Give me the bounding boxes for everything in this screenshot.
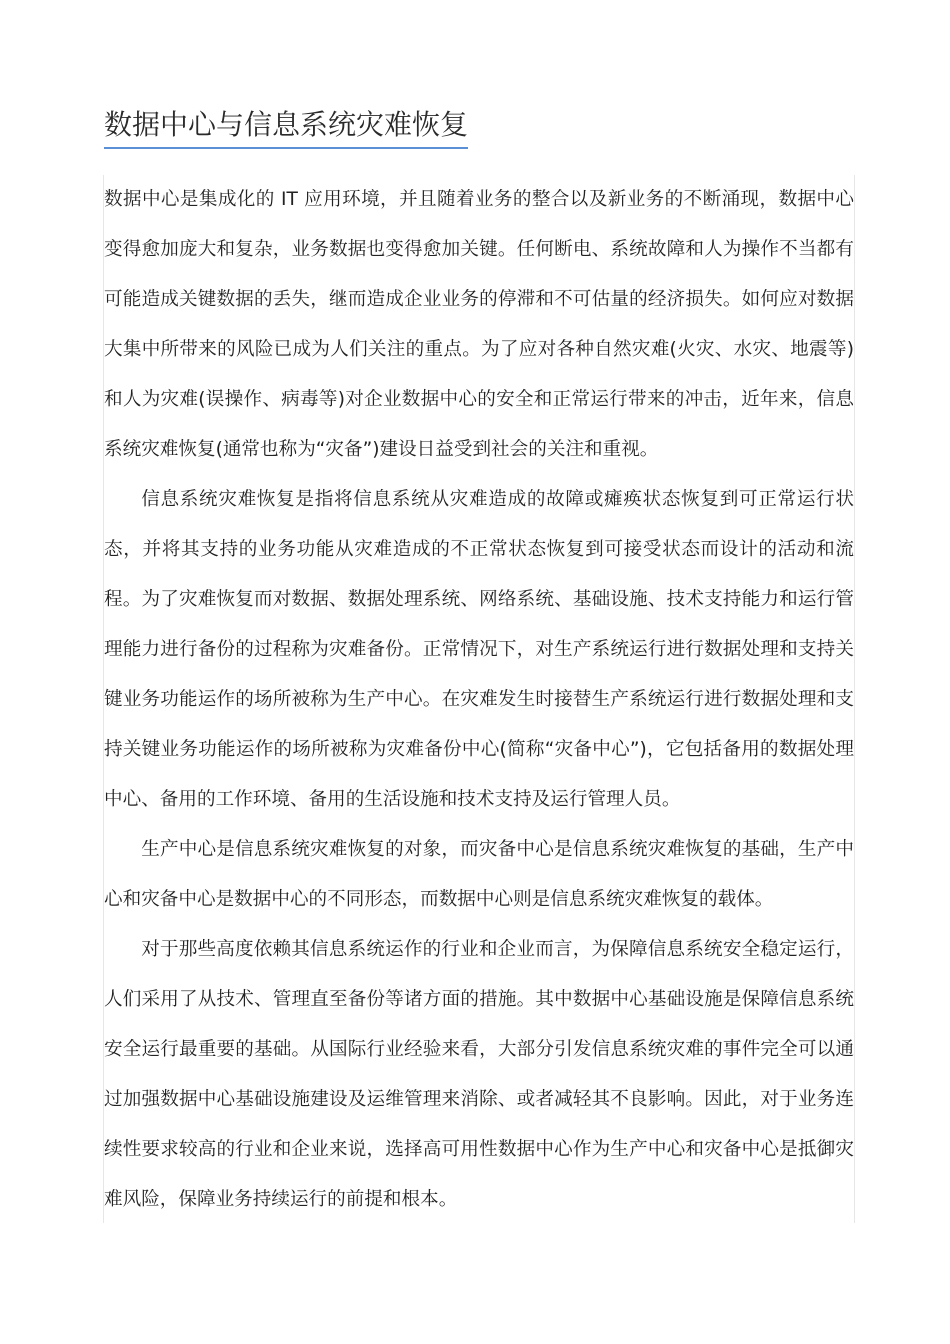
title-block xyxy=(104,106,468,149)
paragraph-1: 数据中心是集成化的 IT 应用环境，并且随着业务的整合以及新业务的不断涌现，数据中心变得愈加庞大和复杂，业务数据也变得愈加关键。任何断电、系统故障和人为操作不当都有可能造成关键数据的丢失，继而造成企业业务的停滞和不可估量的经济损失。如何应对数据大集中所带来的风险已成为人们关注的重点。为了应对各种自然灾难(火灾、水灾、地震等)和人为灾难(误操作、病毒等)对企业数据中心的安全和正常运行带来的冲击，近年来，信息系统灾难恢复(通常也称为“灾备”)建设日益受到社会的关注和重视。 xyxy=(104,189,854,460)
article-body xyxy=(103,175,855,1223)
paragraph-4: 对于那些高度依赖其信息系统运作的行业和企业而言，为保障信息系统安全稳定运行，人们采用了从技术、管理直至备份等诸方面的措施。其中数据中心基础设施是保障信息系统安全运行最重要的基础。从国际行业经验来看，大部分引发信息系统灾难的事件完全可以通过加强数据中心基础设施建设及运维管理来消除、或者减轻其不良影响。因此，对于业务连续性要求较高的行业和企业来说，选择高可用性数据中心作为生产中心和灾备中心是抵御灾难风险，保障业务持续运行的前提和根本。 xyxy=(104,939,854,1210)
paragraph-2: 信息系统灾难恢复是指将信息系统从灾难造成的故障或瘫痪状态恢复到可正常运行状态，并将其支持的业务功能从灾难造成的不正常状态恢复到可接受状态而设计的活动和流程。为了灾难恢复而对数据、数据处理系统、网络系统、基础设施、技术支持能力和运行管理能力进行备份的过程称为灾难备份。正常情况下，对生产系统运行进行数据处理和支持关键业务功能运作的场所被称为生产中心。在灾难发生时接替生产系统运行进行数据处理和支持关键业务功能运作的场所被称为灾难备份中心(简称“灾备中心”)，它包括备用的数据处理中心、备用的工作环境、备用的生活设施和技术支持及运行管理人员。 xyxy=(104,489,854,810)
paragraph-3: 生产中心是信息系统灾难恢复的对象，而灾备中心是信息系统灾难恢复的基础，生产中心和灾备中心是数据中心的不同形态，而数据中心则是信息系统灾难恢复的载体。 xyxy=(104,839,854,910)
page-title: 数据中心与信息系统灾难恢复 xyxy=(104,106,468,149)
